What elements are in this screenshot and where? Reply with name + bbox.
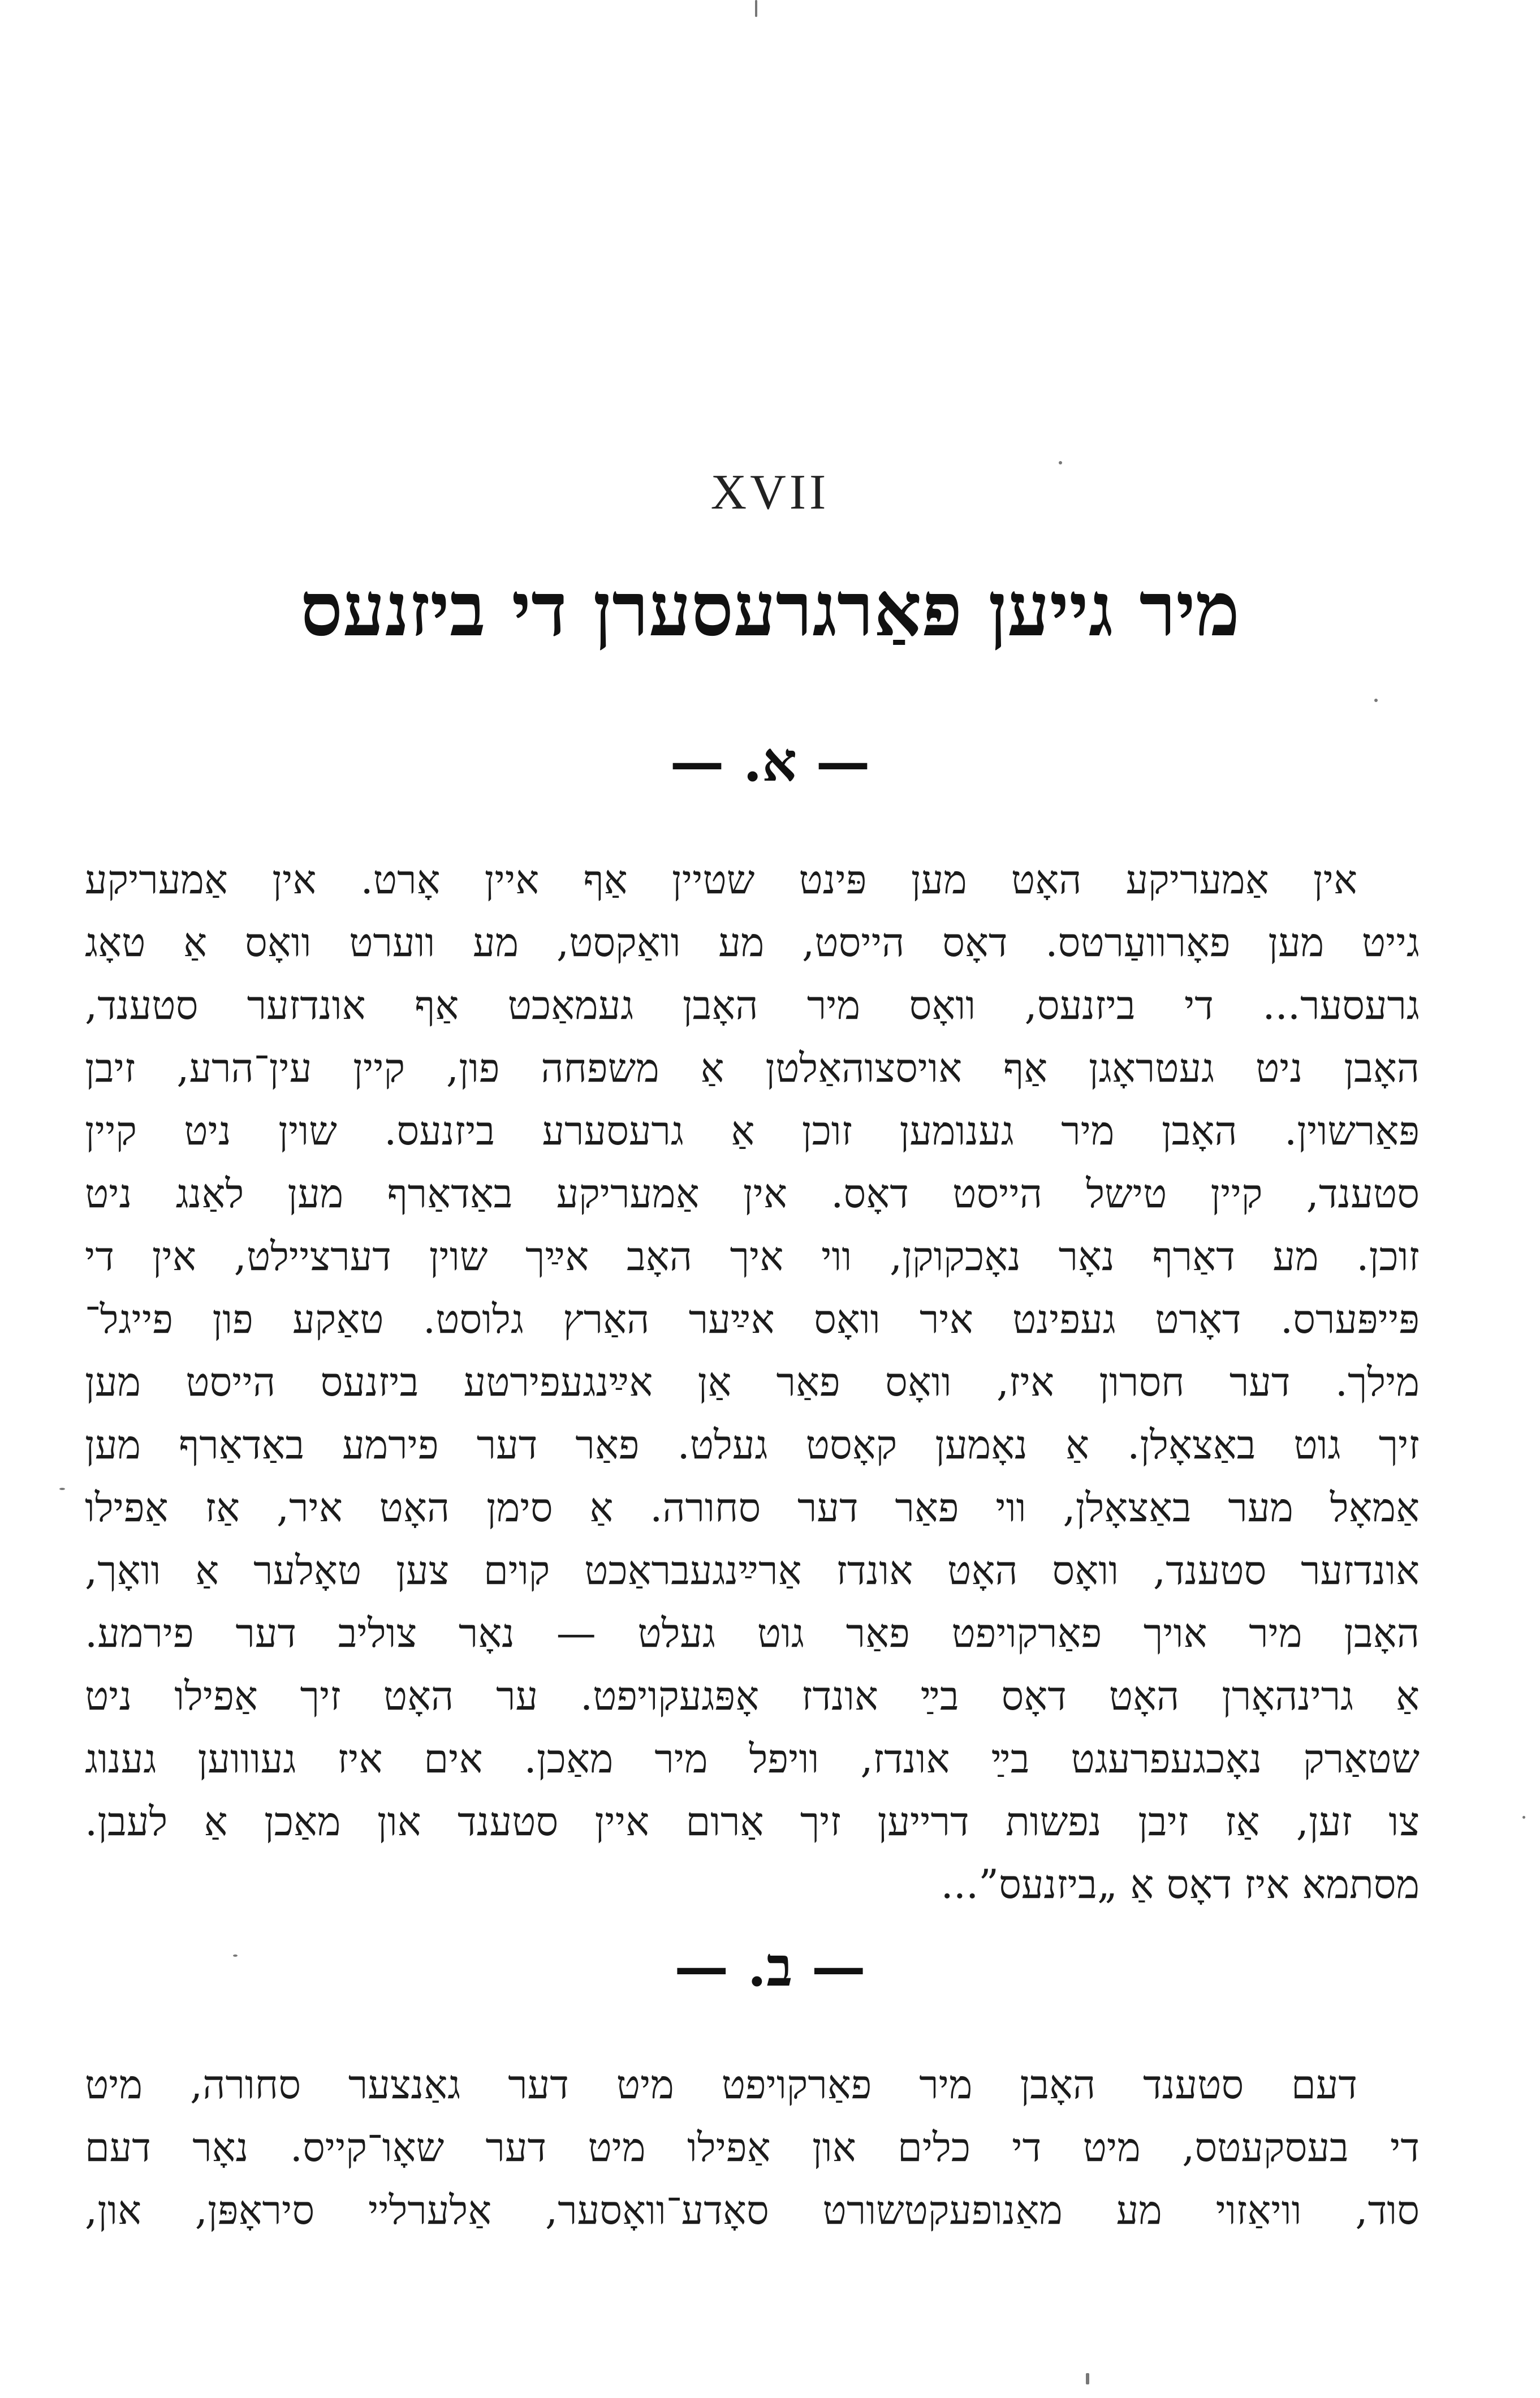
text-line: דעם סטענד האָבן מיר פאַרקויפט מיט דער גאַנצער סחורה, מיט bbox=[85, 2061, 1357, 2108]
scan-speck bbox=[1059, 461, 1062, 464]
scan-speck bbox=[59, 1488, 65, 1490]
scan-speck bbox=[1086, 2373, 1089, 2384]
text-line: אין אַמעריקע האָט מען פּינט שטיין אַף איין אָרט. אין אַמעריקע bbox=[85, 856, 1357, 903]
text-line: צו זען, אַז זיבן נפשות דרייען זיך אַרום איין סטענד און מאַכן אַ לעבן. bbox=[85, 1798, 1420, 1845]
text-line: אַ גרינהאָרן האָט דאָס בײַ אונדז אָפּגעקויפט. ער האָט זיך אַפילו ניט bbox=[85, 1673, 1420, 1719]
text-line: אַמאָל מער באַצאָלן, ווי פאַר דער סחורה. אַ סימן האָט איר, אַז אַפילו bbox=[85, 1484, 1420, 1531]
text-line: אונדזער סטענד, וואָס האָט אונדז אַרײַנגעבראַכט קוים צען טאָלער אַ וואָך, bbox=[85, 1547, 1420, 1594]
section-b-paragraph bbox=[85, 2053, 1420, 2242]
text-line: זיך גוט באַצאָלן. אַ נאָמען קאָסט געלט. פאַר דער פירמע באַדאַרף מען bbox=[85, 1422, 1420, 1468]
text-line: די בעסקעטס, מיט די כלים און אַפילו מיט דער שאָו־קייס. נאָר דעם bbox=[85, 2124, 1420, 2171]
chapter-title: מיר גייען פאַרגרעסערן די ביזנעס bbox=[300, 566, 1240, 653]
text-line: גייט מען פאָרוועַרטס. דאָס הייסט, מע וואַקסט, מע ווערט וואָס אַ טאָג bbox=[85, 919, 1420, 966]
scan-speck bbox=[233, 1954, 238, 1957]
section-a-paragraph bbox=[85, 849, 1420, 1916]
scan-speck bbox=[755, 0, 757, 17]
text-line: האָבן ניט געטראָגן אַף אויסצוהאַלטן אַ משפחה פון, קיין עין־הרע, זיבן bbox=[85, 1045, 1420, 1091]
section-a-heading: — א. — bbox=[670, 730, 870, 794]
text-line: האָבן מיר אויך פאַרקויפט פאַר גוט געלט — נאָר צוליב דער פירמע. bbox=[85, 1610, 1420, 1656]
text-line: פּאַרשוין. האָבן מיר גענומען זוכן אַ גרעסערע ביזנעס. שוין ניט קיין bbox=[85, 1108, 1420, 1154]
scan-speck bbox=[1374, 699, 1378, 702]
text-line: מסתמא איז דאָס אַ „ביזנעס”... bbox=[941, 1861, 1420, 1908]
text-line: מילך. דער חסרון איז, וואָס פאַר אַן אײַנגעפירטע ביזנעס הייסט מען bbox=[85, 1359, 1420, 1405]
text-line: זוכן. מע דאַרף נאָר נאָכקוקן, ווי איך האָב אײַך שוין דערציילט, אין די bbox=[85, 1233, 1420, 1280]
text-line: סוד, וויאַזוי מע מאַנופעקטשורט סאָדע־וואָסער, אַלערליי סיראָפּן, און, bbox=[85, 2187, 1420, 2233]
text-line: פּייפּערס. דאָרט געפינט איר וואָס אײַער האַרץ גלוסט. טאַקע פון פייגל־ bbox=[85, 1296, 1420, 1342]
text-line: סטענד, קיין טישל הייסט דאָס. אין אַמעריקע באַדאַרף מען לאַנג ניט bbox=[85, 1170, 1420, 1217]
text-line: שטאַרק נאָכגעפרעגט בײַ אונדז, וויפל מיר מאַכן. אים איז געוווען גענוג bbox=[85, 1736, 1420, 1782]
text-line: גרעסער... די ביזנעס, וואָס מיר האָבן געמאַכט אַף אונדזער סטענד, bbox=[85, 982, 1420, 1028]
section-b-heading: — ב. — bbox=[674, 1935, 866, 1999]
chapter-number: XVII bbox=[710, 465, 830, 520]
scan-speck bbox=[1522, 1816, 1525, 1819]
